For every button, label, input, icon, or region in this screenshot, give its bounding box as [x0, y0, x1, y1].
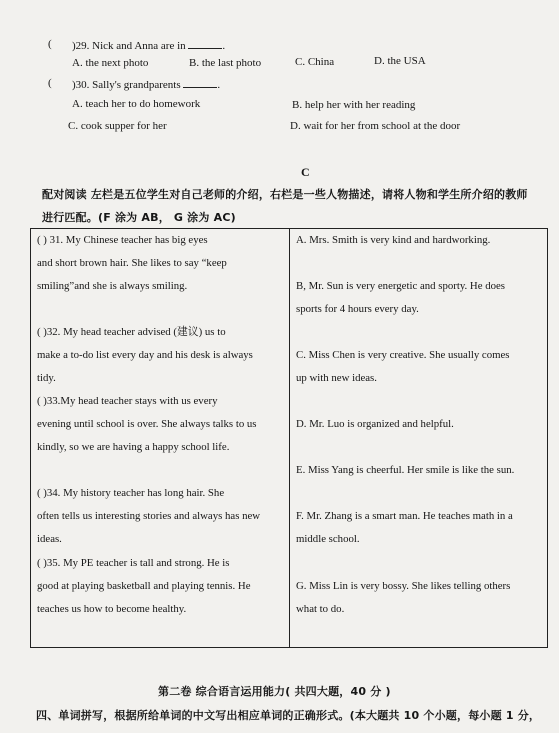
q29-option-a: A. the next photo: [72, 57, 149, 69]
part2-instruction: 四、单词拼写，根据所给单词的中文写出相应单词的正确形式。(本大题共 10 个小题，每小题 1 分，: [36, 709, 541, 722]
section-c-letter: C: [301, 165, 310, 179]
left-column: [31, 229, 290, 648]
right-f-line1: F. Mr. Zhang is a smart man. He teaches math in a: [296, 510, 513, 522]
q34-line2: often tells us interesting stories and always has new: [37, 509, 261, 522]
right-c-line2: up with new ideas.: [296, 371, 377, 384]
q29-paren: (: [48, 38, 52, 50]
q33-line2: evening until school is over. She always talks to us: [37, 417, 257, 430]
q30-blank: [183, 77, 217, 88]
q35-line1: ( )35. My PE teacher is tall and strong. He is: [37, 557, 230, 569]
part2-title: 第二卷 综合语言运用能力( 共四大题，40 分 ): [158, 685, 391, 698]
q32-line2: make a to-do list every day and his desk is always: [37, 348, 253, 361]
q32-line1: ( )32. My head teacher advised (建议) us to: [37, 326, 226, 338]
left-q34: [37, 482, 260, 550]
matching-table: [30, 228, 548, 648]
right-e-line1: E. Miss Yang is cheerful. Her smile is like the sun.: [296, 464, 515, 476]
q35-line3: teaches us how to become healthy.: [37, 602, 187, 615]
right-f: [296, 505, 513, 551]
q30-stem-text: )30. Sally's grandparents: [72, 79, 181, 91]
q31-line2: and short brown hair. She likes to say “keep: [37, 256, 227, 269]
q33-line3: kindly, so we are having a happy school life.: [37, 440, 230, 453]
right-b-line2: sports for 4 hours every day.: [296, 302, 419, 315]
right-g-line1: G. Miss Lin is very bossy. She likes telling others: [296, 580, 511, 592]
q31-line3: smiling”and she is always smiling.: [37, 279, 188, 292]
left-q35: [37, 552, 251, 620]
section-c-instruction-line2: 进行匹配。(F 涂为 AB， G 涂为 AC): [42, 211, 236, 224]
right-b-line1: B, Mr. Sun is very energetic and sporty. He does: [296, 280, 506, 292]
q30-option-a: A. teach her to do homework: [72, 98, 201, 110]
right-e: [296, 459, 514, 482]
right-g: [296, 575, 510, 621]
right-a-line1: A. Mrs. Smith is very kind and hardworking.: [296, 234, 491, 246]
right-g-line2: what to do.: [296, 602, 345, 615]
q31-line1: ( ) 31. My Chinese teacher has big eyes: [37, 234, 208, 246]
right-a: [296, 229, 490, 252]
right-d: [296, 413, 454, 436]
q34-line1: ( )34. My history teacher has long hair. She: [37, 487, 225, 499]
left-q31: [37, 229, 227, 297]
right-c-line1: C. Miss Chen is very creative. She usually comes: [296, 349, 510, 361]
q29-tail: .: [222, 40, 226, 52]
section-c-instruction-line1: 配对阅读 左栏是五位学生对自己老师的介绍，右栏是一些人物描述，请将人物和学生所介绍的教师: [42, 188, 528, 201]
q29-stem-text: )29. Nick and Anna are in: [72, 40, 186, 52]
right-f-line2: middle school.: [296, 532, 360, 545]
q30-paren: (: [48, 77, 52, 89]
right-b: [296, 275, 505, 321]
right-column: [290, 229, 548, 648]
q32-line3: tidy.: [37, 371, 56, 384]
q30-option-c: C. cook supper for her: [68, 120, 167, 132]
left-q33: [37, 390, 257, 458]
q35-line2: good at playing basketball and playing tennis. He: [37, 579, 251, 592]
q29-option-d: D. the USA: [374, 55, 426, 67]
q29-option-c: C. China: [295, 56, 335, 68]
q30-option-d: D. wait for her from school at the door: [290, 120, 461, 132]
left-q32: [37, 321, 253, 389]
q30-tail: .: [217, 79, 221, 91]
right-c: [296, 344, 510, 390]
q30-stem: [72, 77, 220, 91]
q34-line3: ideas.: [37, 532, 62, 545]
q29-blank: [188, 38, 222, 49]
q29-option-b: B. the last photo: [189, 57, 262, 69]
q30-option-b: B. help her with her reading: [292, 99, 416, 111]
right-d-line1: D. Mr. Luo is organized and helpful.: [296, 418, 454, 430]
q33-line1: ( )33.My head teacher stays with us every: [37, 395, 218, 407]
q29-stem: [72, 38, 225, 52]
